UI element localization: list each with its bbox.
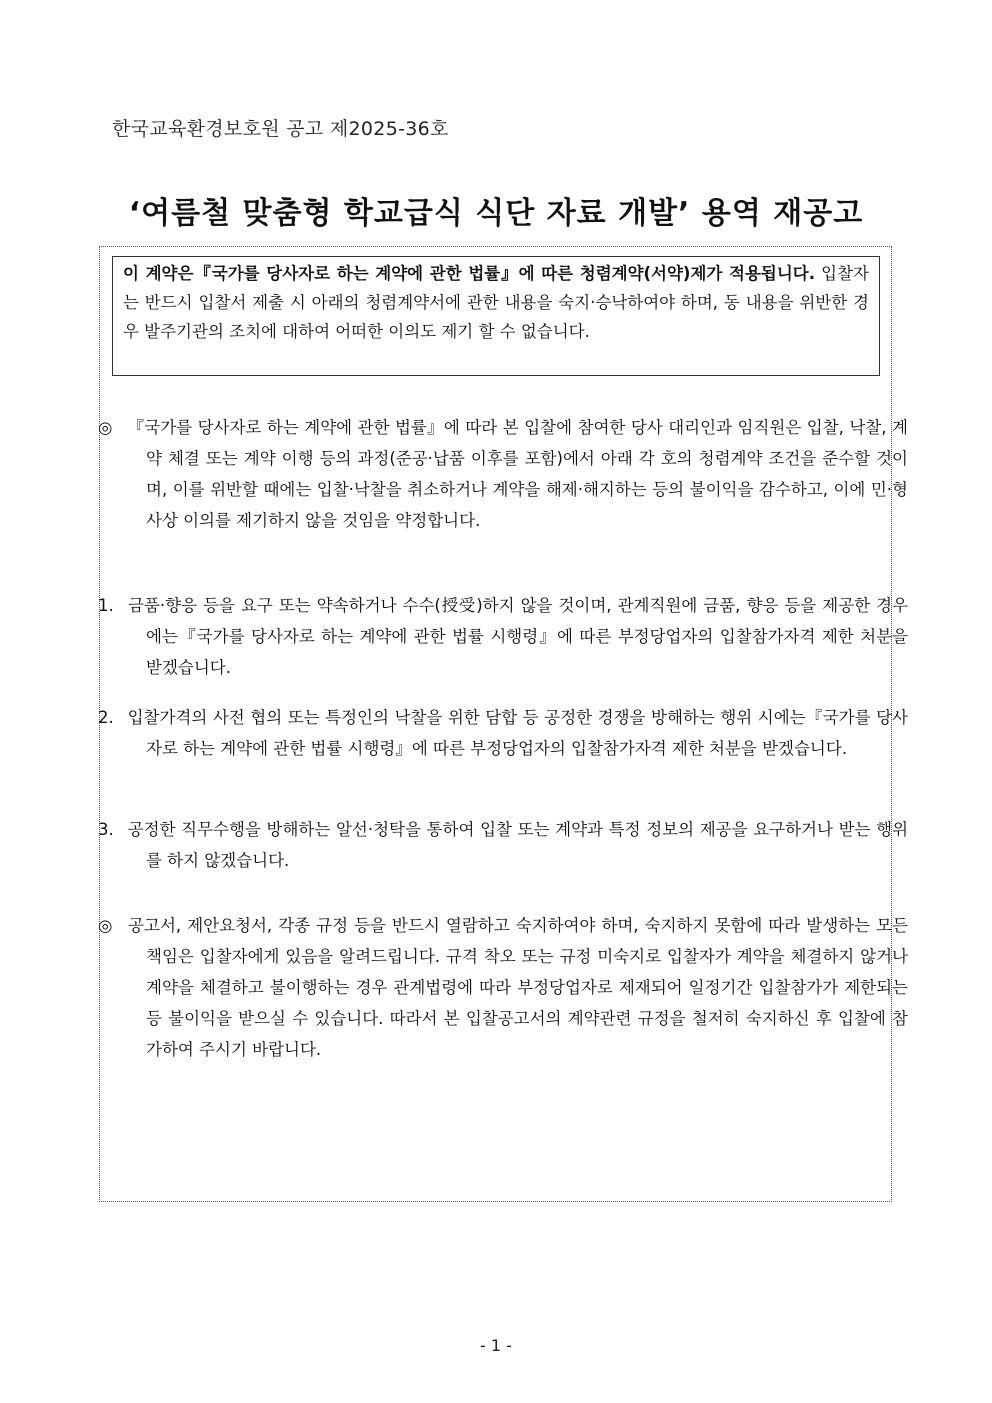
list-item: 2. 입찰가격의 사전 협의 또는 특정인의 낙찰을 위한 담합 등 공정한 경쟁을 방해하는 행위 시에는『국가를 당사자로 하는 계약에 관한 법률 시행령』에 따른 부정당업자의 입찰참가자격 제한 처분을 받겠습니다. xyxy=(98,708,909,758)
notice-number: 한국교육환경보호원 공고 제2025-36호 xyxy=(112,118,449,140)
note-text: 공고서, 제안요청서, 각종 규정 등을 반드시 열람하고 숙지하여야 하며, 숙지하지 못함에 따라 발생하는 모든 책임은 입찰자에게 있음을 알려드립니다. 규격 착오 또는 규정 미숙지로 입찰자가 계약을 체결하지 않거나 계약을 체결하고 불이행하는 경우 관계법령에 따라 부정당업자로 제재되어 일정기간 입찰참가가 제한되는 등 불이익을 받으실 수 있습니다. 따라서 본 입찰공고서의 계약관련 규정을 철저히 숙지하신 후 입찰에 참가하여 주시기 바랍니다. xyxy=(128,916,909,1059)
notice-bold-text: 이 계약은『국가를 당사자로 하는 계약에 관한 법률』에 따른 청렴계약(서약)제가 적용됩니다. xyxy=(123,264,815,283)
intro-paragraph: ◎ 『국가를 당사자로 하는 계약에 관한 법률』에 따라 본 입찰에 참여한 당사 대리인과 임직원은 입찰, 낙찰, 계약 체결 또는 계약 이행 등의 과정(준공·납품 이후를 포함)에서 아래 각 호의 청렴계약 조건을 준수할 것이며, 이를 위반할 때에는 입찰·낙찰을 취소하거나 계약을 해제·해지하는 등의 불이익을 감수하고, 이에 민·형사상 이의를 제기하지 않을 것임을 약정합니다. xyxy=(98,418,908,530)
item-text: 입찰가격의 사전 협의 또는 특정인의 낙찰을 위한 담합 등 공정한 경쟁을 방해하는 행위 시에는『국가를 당사자로 하는 계약에 관한 법률 시행령』에 따른 부정당업자의 입찰참가자격 제한 처분을 받겠습니다. xyxy=(127,708,909,758)
item-text: 공정한 직무수행을 방해하는 알선·청탁을 통하여 입찰 또는 계약과 특정 정보의 제공을 요구하거나 받는 행위를 하지 않겠습니다. xyxy=(127,820,909,870)
list-item: 3. 공정한 직무수행을 방해하는 알선·청탁을 통하여 입찰 또는 계약과 특정 정보의 제공을 요구하거나 받는 행위를 하지 않겠습니다. xyxy=(98,820,909,870)
integrity-contract-notice-box xyxy=(112,256,880,376)
page-number: - 1 - xyxy=(480,1336,512,1355)
document-title: ‘여름철 맞춤형 학교급식 식단 자료 개발’ 용역 재공고 xyxy=(128,196,864,231)
intro-text: 『국가를 당사자로 하는 계약에 관한 법률』에 따라 본 입찰에 참여한 당사 대리인과 임직원은 입찰, 낙찰, 계약 체결 또는 계약 이행 등의 과정(준공·납품 이후를 포함)에서 아래 각 호의 청렴계약 조건을 준수할 것이며, 이를 위반할 때에는 입찰·낙찰을 취소하거나 계약을 해제·해지하는 등의 불이익을 감수하고, 이에 민·형사상 이의를 제기하지 않을 것임을 약정합니다. xyxy=(127,418,908,530)
notice-normal-text: 입찰자는 반드시 입찰서 제출 시 아래의 청렴계약서에 관한 내용을 숙지·승낙하여야 하며, 동 내용을 위반한 경우 발주기관의 조치에 대하여 어떠한 이의도 제기 할 수 없습니다. xyxy=(123,264,869,341)
note-paragraph: ◎ 공고서, 제안요청서, 각종 규정 등을 반드시 열람하고 숙지하여야 하며, 숙지하지 못함에 따라 발생하는 모든 책임은 입찰자에게 있음을 알려드립니다. 규격 착오 또는 규정 미숙지로 입찰자가 계약을 체결하지 않거나 계약을 체결하고 불이행하는 경우 관계법령에 따라 부정당업자로 제재되어 일정기간 입찰참가가 제한되는 등 불이익을 받으실 수 있습니다. 따라서 본 입찰공고서의 계약관련 규정을 철저히 숙지하신 후 입찰에 참가하여 주시기 바랍니다. xyxy=(98,916,909,1059)
list-item: 1. 금품·향응 등을 요구 또는 약속하거나 수수(授受)하지 않을 것이며, 관계직원에 금품, 향응 등을 제공한 경우에는『국가를 당사자로 하는 계약에 관한 법률 시행령』에 따른 부정당업자의 입찰참가자격 제한 처분을 받겠습니다. xyxy=(98,596,909,677)
item-text: 금품·향응 등을 요구 또는 약속하거나 수수(授受)하지 않을 것이며, 관계직원에 금품, 향응 등을 제공한 경우에는『국가를 당사자로 하는 계약에 관한 법률 시행령』에 따른 부정당업자의 입찰참가자격 제한 처분을 받겠습니다. xyxy=(128,596,909,677)
